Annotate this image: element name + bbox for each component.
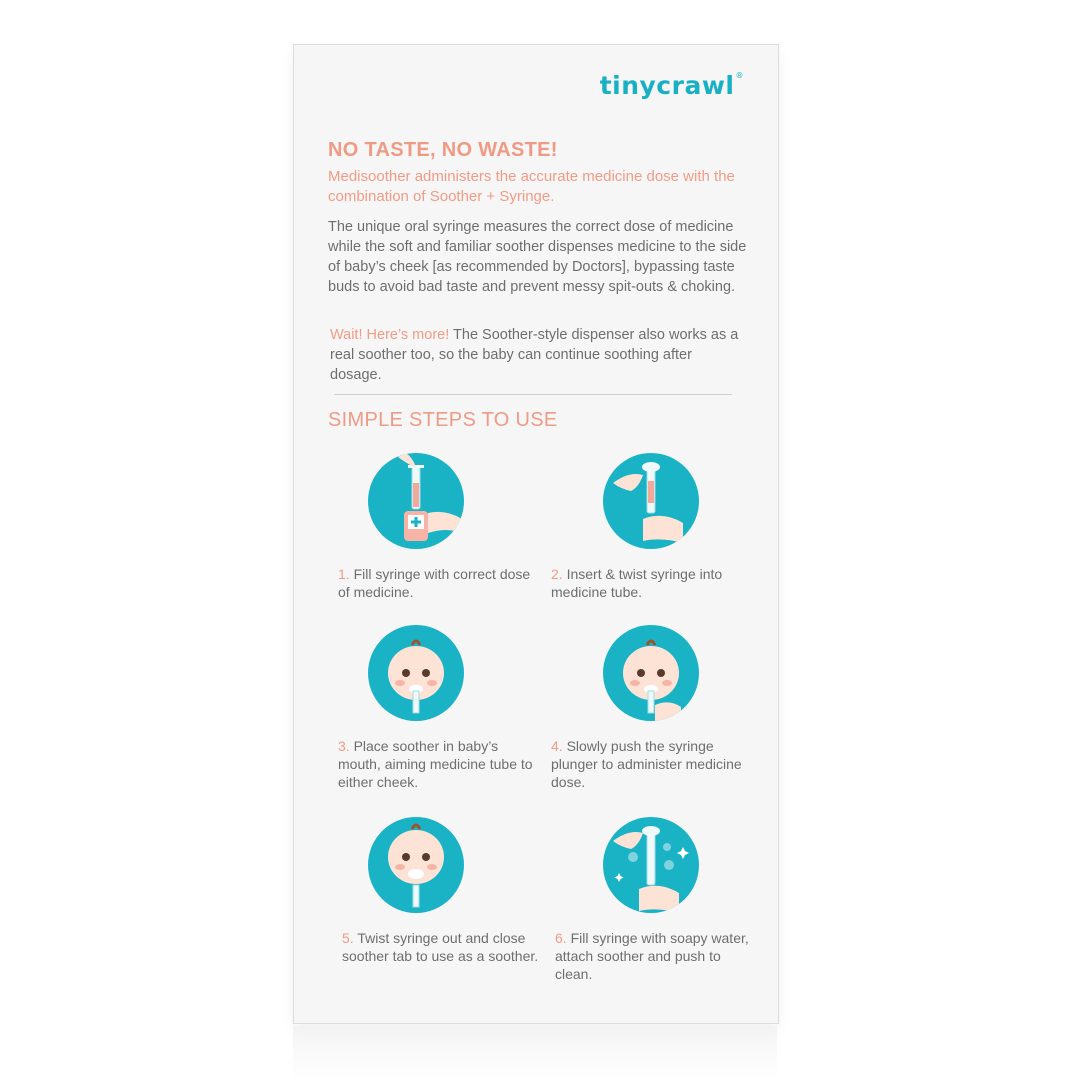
description: The unique oral syringe measures the correct dose of medicine while the soft and familiar soother dispenses medicine to the side of baby’s cheek [as recommended by Doctors], bypassing taste buds to avoid bad taste and prevent messy spit-outs & choking. (328, 219, 747, 295)
more-highlight: Wait! Here’s more! (330, 327, 450, 343)
brand-logo: tinycrawl® (599, 71, 744, 100)
step-6-text: 6. Fill syringe with soapy water, attach soother and push to clean. (555, 930, 749, 982)
baby-push-plunger-icon (603, 625, 699, 721)
step-3-text: 3. Place soother in baby’s mouth, aiming medicine tube to either cheek. (338, 738, 533, 790)
divider (334, 394, 732, 395)
steps-title: SIMPLE STEPS TO USE (328, 409, 558, 431)
clean-syringe-icon (603, 817, 699, 913)
reflection (293, 1026, 777, 1080)
baby-soother-icon (368, 625, 464, 721)
subheadline: Medisoother administers the accurate medicine dose with the combination of Soother + Syringe. (328, 168, 735, 205)
instruction-card (293, 44, 779, 1024)
more-text: The Soother-style dispenser also works as a real soother too, so the baby can continue soothing after dosage. (330, 327, 739, 383)
headline: NO TASTE, NO WASTE! (328, 139, 558, 161)
insert-syringe-icon (603, 453, 699, 549)
step-5-text: 5. Twist syringe out and close soother tab to use as a soother. (342, 930, 539, 964)
step-2-text: 2. Insert & twist syringe into medicine tube. (551, 566, 723, 600)
step-1-text: 1. Fill syringe with correct dose of medicine. (338, 566, 531, 600)
baby-soother-closed-icon (368, 817, 464, 913)
more-paragraph (330, 325, 740, 385)
fill-syringe-icon (368, 453, 464, 549)
step-4-text: 4. Slowly push the syringe plunger to administer medicine dose. (551, 738, 742, 790)
